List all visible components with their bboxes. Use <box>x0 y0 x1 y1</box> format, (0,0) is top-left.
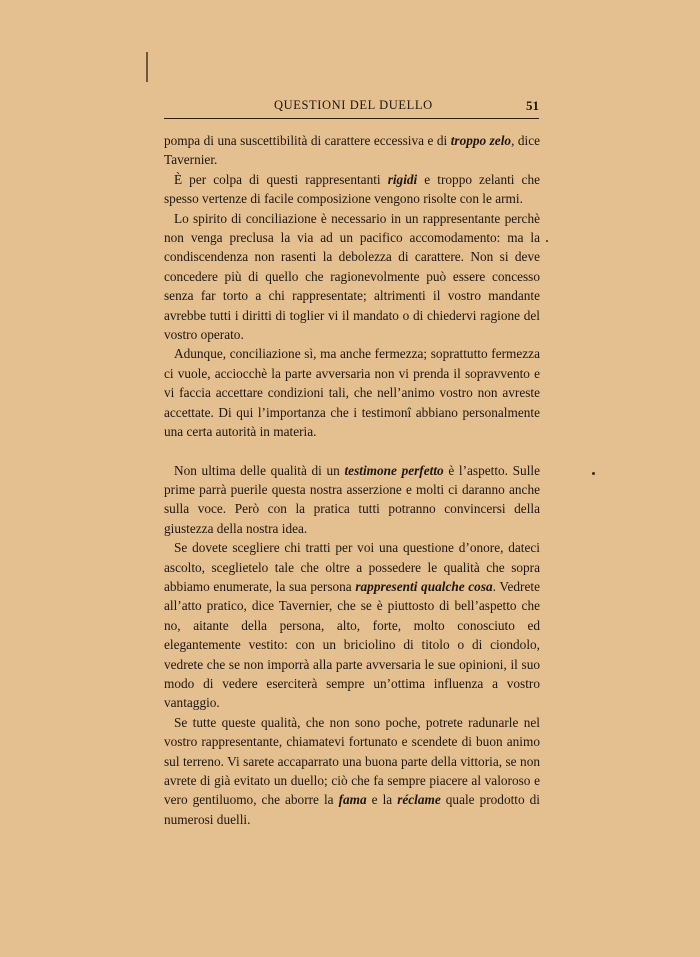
text-run: è l’aspetto. Sulle prime parrà puerile questa nostra asserzione e molti ci daranno anche sulla voce. Però con la pratica tutti potranno convincersi della giustezza della nostra idea. <box>164 462 540 536</box>
paragraph <box>164 713 540 829</box>
paragraph <box>164 131 540 170</box>
italic-term: testimone perfetto <box>344 462 444 478</box>
text-run: e la <box>366 792 398 808</box>
text-run: Lo spirito di conciliazione è necessario in un rappresentante perchè non venga preclusa la via ad un pacifico accomodamento: ma la condiscendenza non rasenti la debolezza di carattere. Non si deve concedere più di quello che ragionevolmente può essere concesso senza far torto a chi rappresentate; altrimenti il vostro mandante avrebbe tutti i diritti di toglier vi il mandato o di chiedervi ragione del vostro operato. <box>164 210 540 343</box>
text-run: Adunque, conciliazione sì, ma anche fermezza; soprattutto fermezza ci vuole, acciocchè la parte avversaria non vi prenda il sopravvento e vi faccia accettare condizioni tali, che nell’animo vostro non avreste accettate. Di qui l’importanza che i testimonî abbiano personalmente una certa autorità in materia. <box>164 346 540 440</box>
paragraph <box>164 209 540 345</box>
page-number: 51 <box>526 98 539 113</box>
page-header <box>164 98 539 116</box>
paper-speck <box>546 240 548 242</box>
text-run: . Vedrete all’atto pratico, dice Tavernier, che se è piuttosto di bell’aspetto che no, aitante della persona, alto, forte, molto conosciuto ed elegantemente vestito: con un briciolino di titolo o di ciondolo, vedrete che se non imporrà alla parte avversaria le sue opinioni, il suo modo di vedere eserciterà sempre un’ottima influenza a vostro vantaggio. <box>164 578 540 711</box>
text-run: Se tutte queste qualità, che non sono poche, potrete radunarle nel vostro rappresentante, chiamatevi fortunato e scendete di buon animo sul terreno. Vi sarete accaparrato una buona parte della vittoria, se non avrete di già evitato un duello; ciò che fa sempre piacere al valoroso e vero gentiluomo, che aborre la <box>164 714 540 808</box>
text-run: Non ultima delle qualità di un <box>174 462 345 478</box>
paper-speck <box>592 472 595 475</box>
italic-term: réclame <box>397 792 441 808</box>
text-run: È per colpa di questi rappresentanti <box>174 171 388 187</box>
text-run: Se dovete scegliere chi tratti per voi una questione d’onore, dateci ascolto, sceglietelo tale che oltre a possedere le qualità che sopra abbiamo enumerate, la sua persona <box>164 540 540 594</box>
italic-term: rappresenti qualche cosa <box>355 578 493 594</box>
text-run: pompa di una suscettibilità di carattere eccessiva e di <box>164 133 451 148</box>
paragraph <box>164 170 540 209</box>
margin-mark <box>146 52 148 82</box>
body-text <box>164 131 540 829</box>
text-run: , dice Tavernier. <box>164 133 541 168</box>
italic-term: fama <box>338 792 367 808</box>
header-rule <box>164 118 539 119</box>
italic-term: rigidi <box>387 171 418 187</box>
italic-term: troppo zelo <box>450 133 512 148</box>
text-run: quale prodotto di numerosi duelli. <box>164 792 540 827</box>
text-run: e troppo zelanti che spesso vertenze di facile composizione vengono risolte con le armi. <box>164 171 540 207</box>
paragraph <box>164 538 540 713</box>
paragraph <box>164 344 540 441</box>
paragraph <box>164 461 540 539</box>
running-title: QUESTIONI DEL DUELLO <box>274 98 433 112</box>
